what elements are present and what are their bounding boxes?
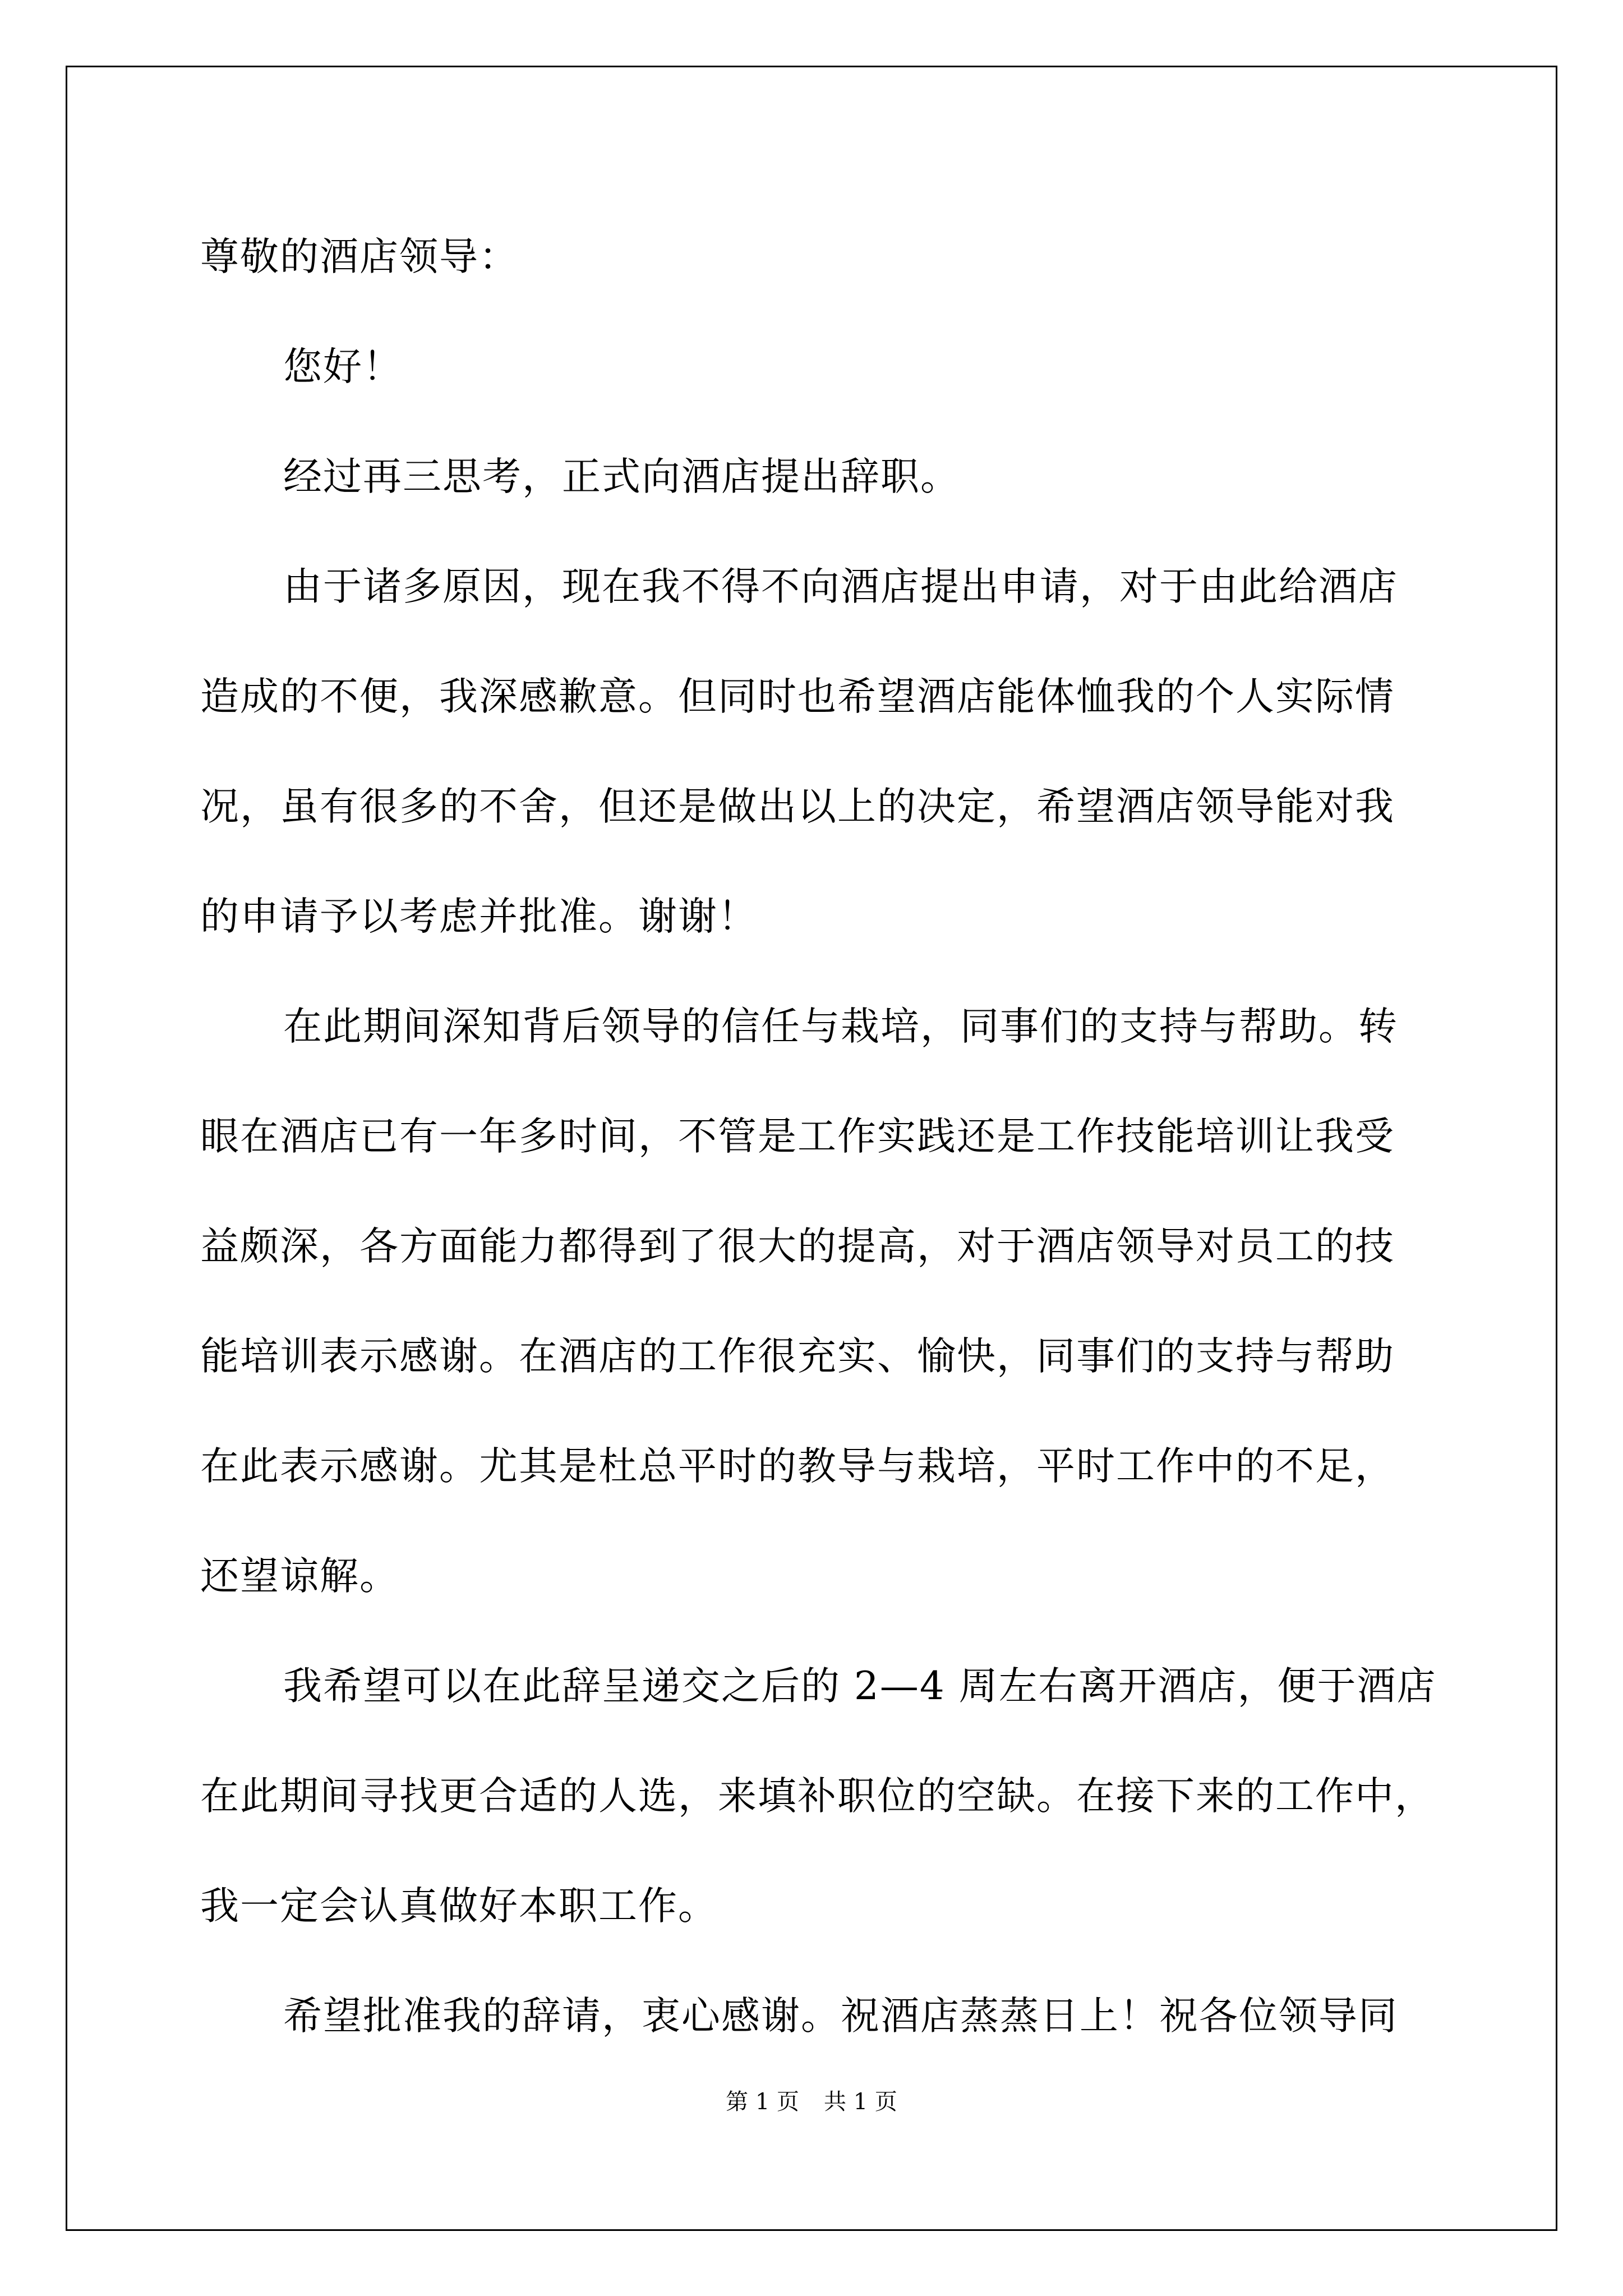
- text-line: 希望批准我的辞请，衷心感谢。祝酒店蒸蒸日上！祝各位领导同: [283, 1994, 1398, 2039]
- text-line: 您好！: [283, 344, 403, 389]
- text-line: 尊敬的酒店领导：: [200, 234, 519, 279]
- text-line: 在此期间深知背后领导的信任与栽培，同事们的支持与帮助。转: [283, 1004, 1398, 1049]
- text-line: 造成的不便，我深感歉意。但同时也希望酒店能体恤我的个人实际情: [200, 674, 1395, 719]
- text-line: 益颇深，各方面能力都得到了很大的提高，对于酒店领导对员工的技: [200, 1224, 1395, 1269]
- text-line: 我一定会认真做好本职工作。: [200, 1884, 718, 1929]
- text-line: 眼在酒店已有一年多时间，不管是工作实践还是工作技能培训让我受: [200, 1114, 1395, 1159]
- text-line: 能培训表示感谢。在酒店的工作很充实、愉快，同事们的支持与帮助: [200, 1334, 1395, 1379]
- letter-body: [200, 202, 1437, 2071]
- text-line: 由于诸多原因，现在我不得不向酒店提出申请，对于由此给酒店: [283, 564, 1398, 609]
- text-line: 还望谅解。: [200, 1554, 399, 1599]
- text-line: 我希望可以在此辞呈递交之后的 2—4 周左右离开酒店，便于酒店: [283, 1664, 1437, 1709]
- text-line: 况，虽有很多的不舍，但还是做出以上的决定，希望酒店领导能对我: [200, 784, 1395, 829]
- page-footer: [0, 2084, 1623, 2116]
- text-line: 在此期间寻找更合适的人选，来填补职位的空缺。在接下来的工作中，: [200, 1774, 1435, 1819]
- page-total: 共 1 页: [824, 2089, 897, 2115]
- page-number: 第 1 页: [726, 2089, 799, 2115]
- text-line: 在此表示感谢。尤其是杜总平时的教导与栽培，平时工作中的不足，: [200, 1444, 1395, 1489]
- text-line: 的申请予以考虑并批准。谢谢！: [200, 894, 758, 939]
- text-line: 经过再三思考，正式向酒店提出辞职。: [283, 454, 960, 499]
